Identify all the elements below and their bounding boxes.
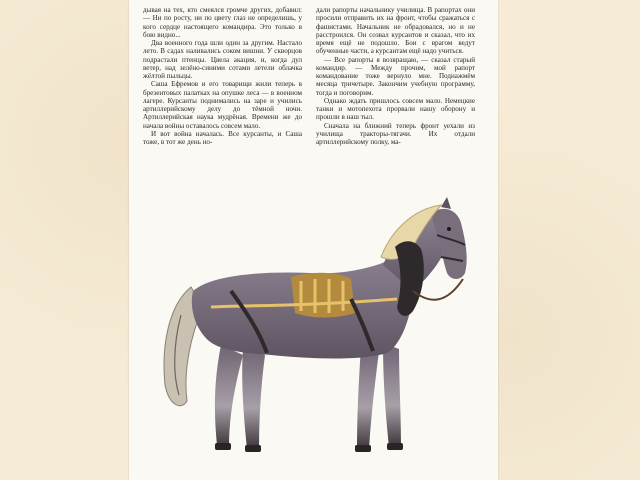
paragraph: дали рапорты начальнику училища. В рапортах они просили отправить их на фронт, чтобы сражаться с фашистами. Начальник не обрадовался, но и не расстроился. Он созвал курсантов и сказал, что их время ещё не подошло. Бои с врагом ведут обученные части, а курсантам ещё надо учиться. bbox=[316, 6, 475, 56]
paragraph: Однако ждать пришлось совсем мало. Немецкие танки и мотопехота прорвали нашу оборону и прошли в наш тыл. bbox=[316, 96, 475, 122]
text-column-right bbox=[316, 6, 475, 146]
horse-leg-back-left bbox=[215, 345, 243, 447]
horse-leg-back-right bbox=[242, 347, 265, 449]
horse-leg-front-right bbox=[383, 343, 401, 447]
horse-illustration bbox=[151, 195, 471, 465]
horse-leg-front-left bbox=[357, 345, 379, 449]
paragraph: — Все рапорты я возвращаю, — сказал старый командир. — Между прочим, мой рапорт командование тоже вернуло мне. Поднажмём месяца тричетыре. Закончим учебную программу, тогда и поговорим. bbox=[316, 55, 475, 97]
text-column-left bbox=[143, 6, 302, 146]
paragraph: Два военного года шли один за другим. Настало лето. В садах наливались соком вишни. У скворцов подрастали птенцы. Цвела акация, и, когда дул ветер, над зелёно-синими сотами летели облачка жёлтой пыльцы. bbox=[143, 39, 302, 80]
book-page bbox=[129, 0, 498, 480]
paragraph: Сначала на ближний теперь фронт уехали из училища тракторы-тягачи. Их отдали артиллерийскому полку, ма- bbox=[316, 121, 475, 146]
paragraph: И вот война началась. Все курсанты, и Саша тоже, в тот же день но- bbox=[143, 129, 302, 146]
paragraph: дывая на тех, кто смеялся громче других, добавил: — Ни по росту, ни по цвету глаз не определишь, у кого сердце настоящего командира. Это только в бою видно... bbox=[143, 6, 302, 39]
paragraph: Саша Ефремов и его товарищи жили теперь в брезентовых палатках на опушке леса — в военном лагере. Курсанты поднимались на заре и учились артиллерийскому делу до тёмной ночи. Артиллерийская наука мудрёная. Времени же до начала войны оставалось совсем мало. bbox=[143, 80, 302, 130]
